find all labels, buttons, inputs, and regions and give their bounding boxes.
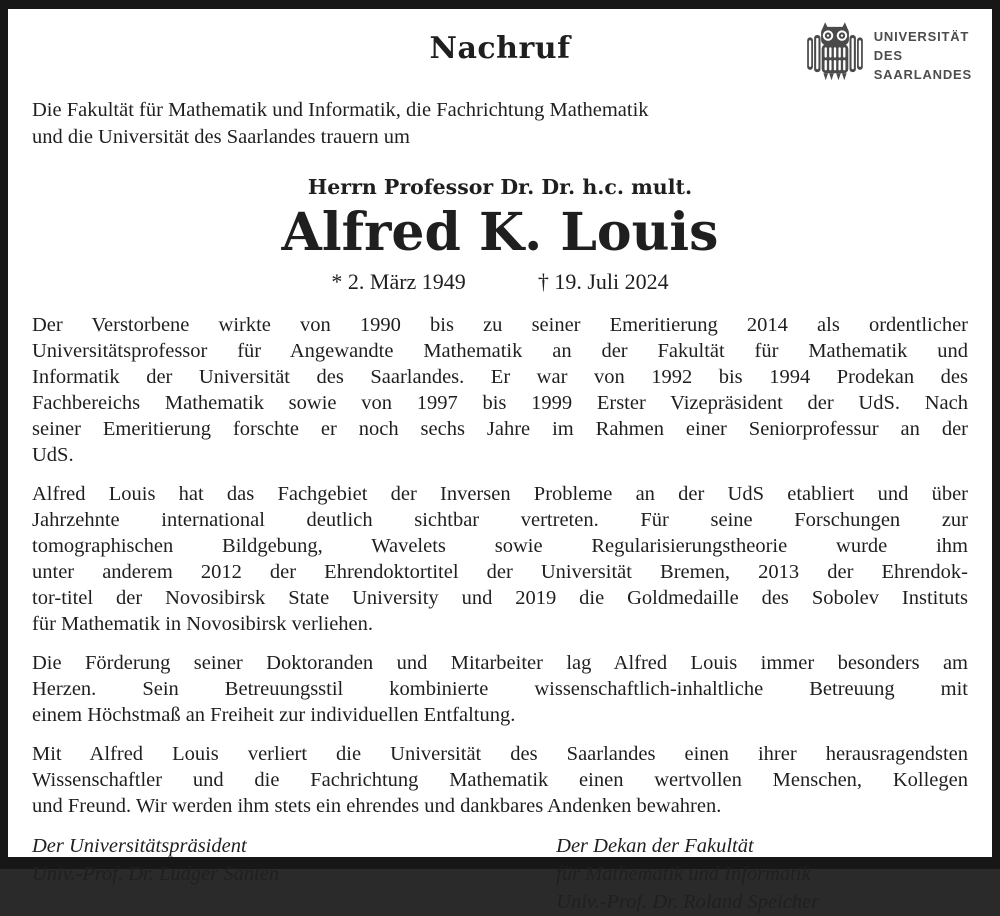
paragraph-line: tor-titel der Novosibirsk State University und 2019 die Goldmedaille des Sobolev Instituts: [32, 586, 968, 609]
paragraph-line: seiner Emeritierung forschte er noch sechs Jahre im Rahmen einer Seniorprofessur an der: [32, 417, 968, 440]
paragraph-line: tomographischen Bildgebung, Wavelets sowie Regularisierungstheorie wurde ihm: [32, 534, 968, 557]
obituary-paragraph: [32, 481, 968, 637]
honorific-line: Herrn Professor Dr. Dr. h.c. mult.: [307, 175, 693, 199]
owl-icon: [806, 21, 864, 90]
signature-line: für Mathematik und Informatik: [556, 862, 811, 885]
signature-line: Der Universitätspräsident: [32, 834, 247, 857]
obituary-paragraph: [32, 650, 968, 728]
signature-line: Der Dekan der Fakultät: [556, 834, 754, 857]
life-dates: [32, 269, 968, 295]
paragraph-line: Der Verstorbene wirkte von 1990 bis zu seiner Emeritierung 2014 als ordentlicher: [32, 313, 968, 336]
signature-president: [32, 832, 556, 916]
paragraph-line: Die Förderung seiner Doktoranden und Mitarbeiter lag Alfred Louis immer besonders am: [32, 651, 968, 674]
obituary-paragraph: [32, 741, 968, 819]
logo-text-line: SAARLANDES: [873, 67, 972, 82]
signatures: [32, 832, 968, 916]
paragraph-line: Fachbereichs Mathematik sowie von 1997 bis 1999 Erster Vizepräsident der UdS. Nach: [32, 391, 968, 414]
paragraph-line: Alfred Louis hat das Fachgebiet der Inversen Probleme an der UdS etabliert und über: [32, 482, 968, 505]
paragraph-line: UdS.: [32, 443, 74, 466]
intro-line: und die Universität des Saarlandes trauern um: [32, 126, 410, 148]
paragraph-line: Mit Alfred Louis verliert die Universität des Saarlandes einen ihrer herausragendsten: [32, 742, 968, 765]
signature-line: Univ.-Prof. Dr. Ludger Santen: [32, 862, 280, 885]
university-logo-text: [874, 27, 972, 84]
deceased-name: Alfred K. Louis: [281, 202, 719, 263]
paragraph-line: Wissenschaftler und die Fachrichtung Mathematik einen wertvollen Menschen, Kollegen: [32, 768, 968, 791]
intro-text: [32, 97, 968, 151]
obituary-paragraph: [32, 312, 968, 468]
logo-text-line: DES: [873, 48, 903, 63]
university-logo: [806, 21, 972, 90]
obituary-body: [32, 312, 968, 819]
paragraph-line: und Freund. Wir werden ihm stets ein ehrendes und dankbares Andenken bewahren.: [32, 794, 722, 817]
paragraph-line: Herzen. Sein Betreuungsstil kombinierte wissenschaftlich-inhaltliche Betreuung mit: [32, 677, 968, 700]
logo-text-line: UNIVERSITÄT: [873, 29, 970, 44]
death-date: † 19. Juli 2024: [537, 268, 669, 294]
paragraph-line: Jahrzehnte international deutlich sichtbar vertreten. Für seine Forschungen zur: [32, 508, 968, 531]
page-title: Nachruf: [429, 31, 571, 66]
header: [32, 21, 972, 87]
birth-date: * 2. März 1949: [331, 268, 466, 294]
paragraph-line: unter anderem 2012 der Ehrendoktortitel der Universität Bremen, 2013 der Ehrendok-: [32, 560, 968, 583]
signature-dean: [556, 832, 968, 916]
intro-line: Die Fakultät für Mathematik und Informatik, die Fachrichtung Mathematik: [32, 99, 649, 121]
paragraph-line: Universitätsprofessor für Angewandte Mathematik an der Fakultät für Mathematik und: [32, 339, 968, 362]
paragraph-line: Informatik der Universität des Saarlandes. Er war von 1992 bis 1994 Prodekan des: [32, 365, 968, 388]
paragraph-line: einem Höchstmaß an Freiheit zur individuellen Entfaltung.: [32, 703, 516, 726]
paragraph-line: für Mathematik in Novosibirsk verliehen.: [32, 612, 374, 635]
signature-line: Univ.-Prof. Dr. Roland Speicher: [556, 890, 820, 913]
